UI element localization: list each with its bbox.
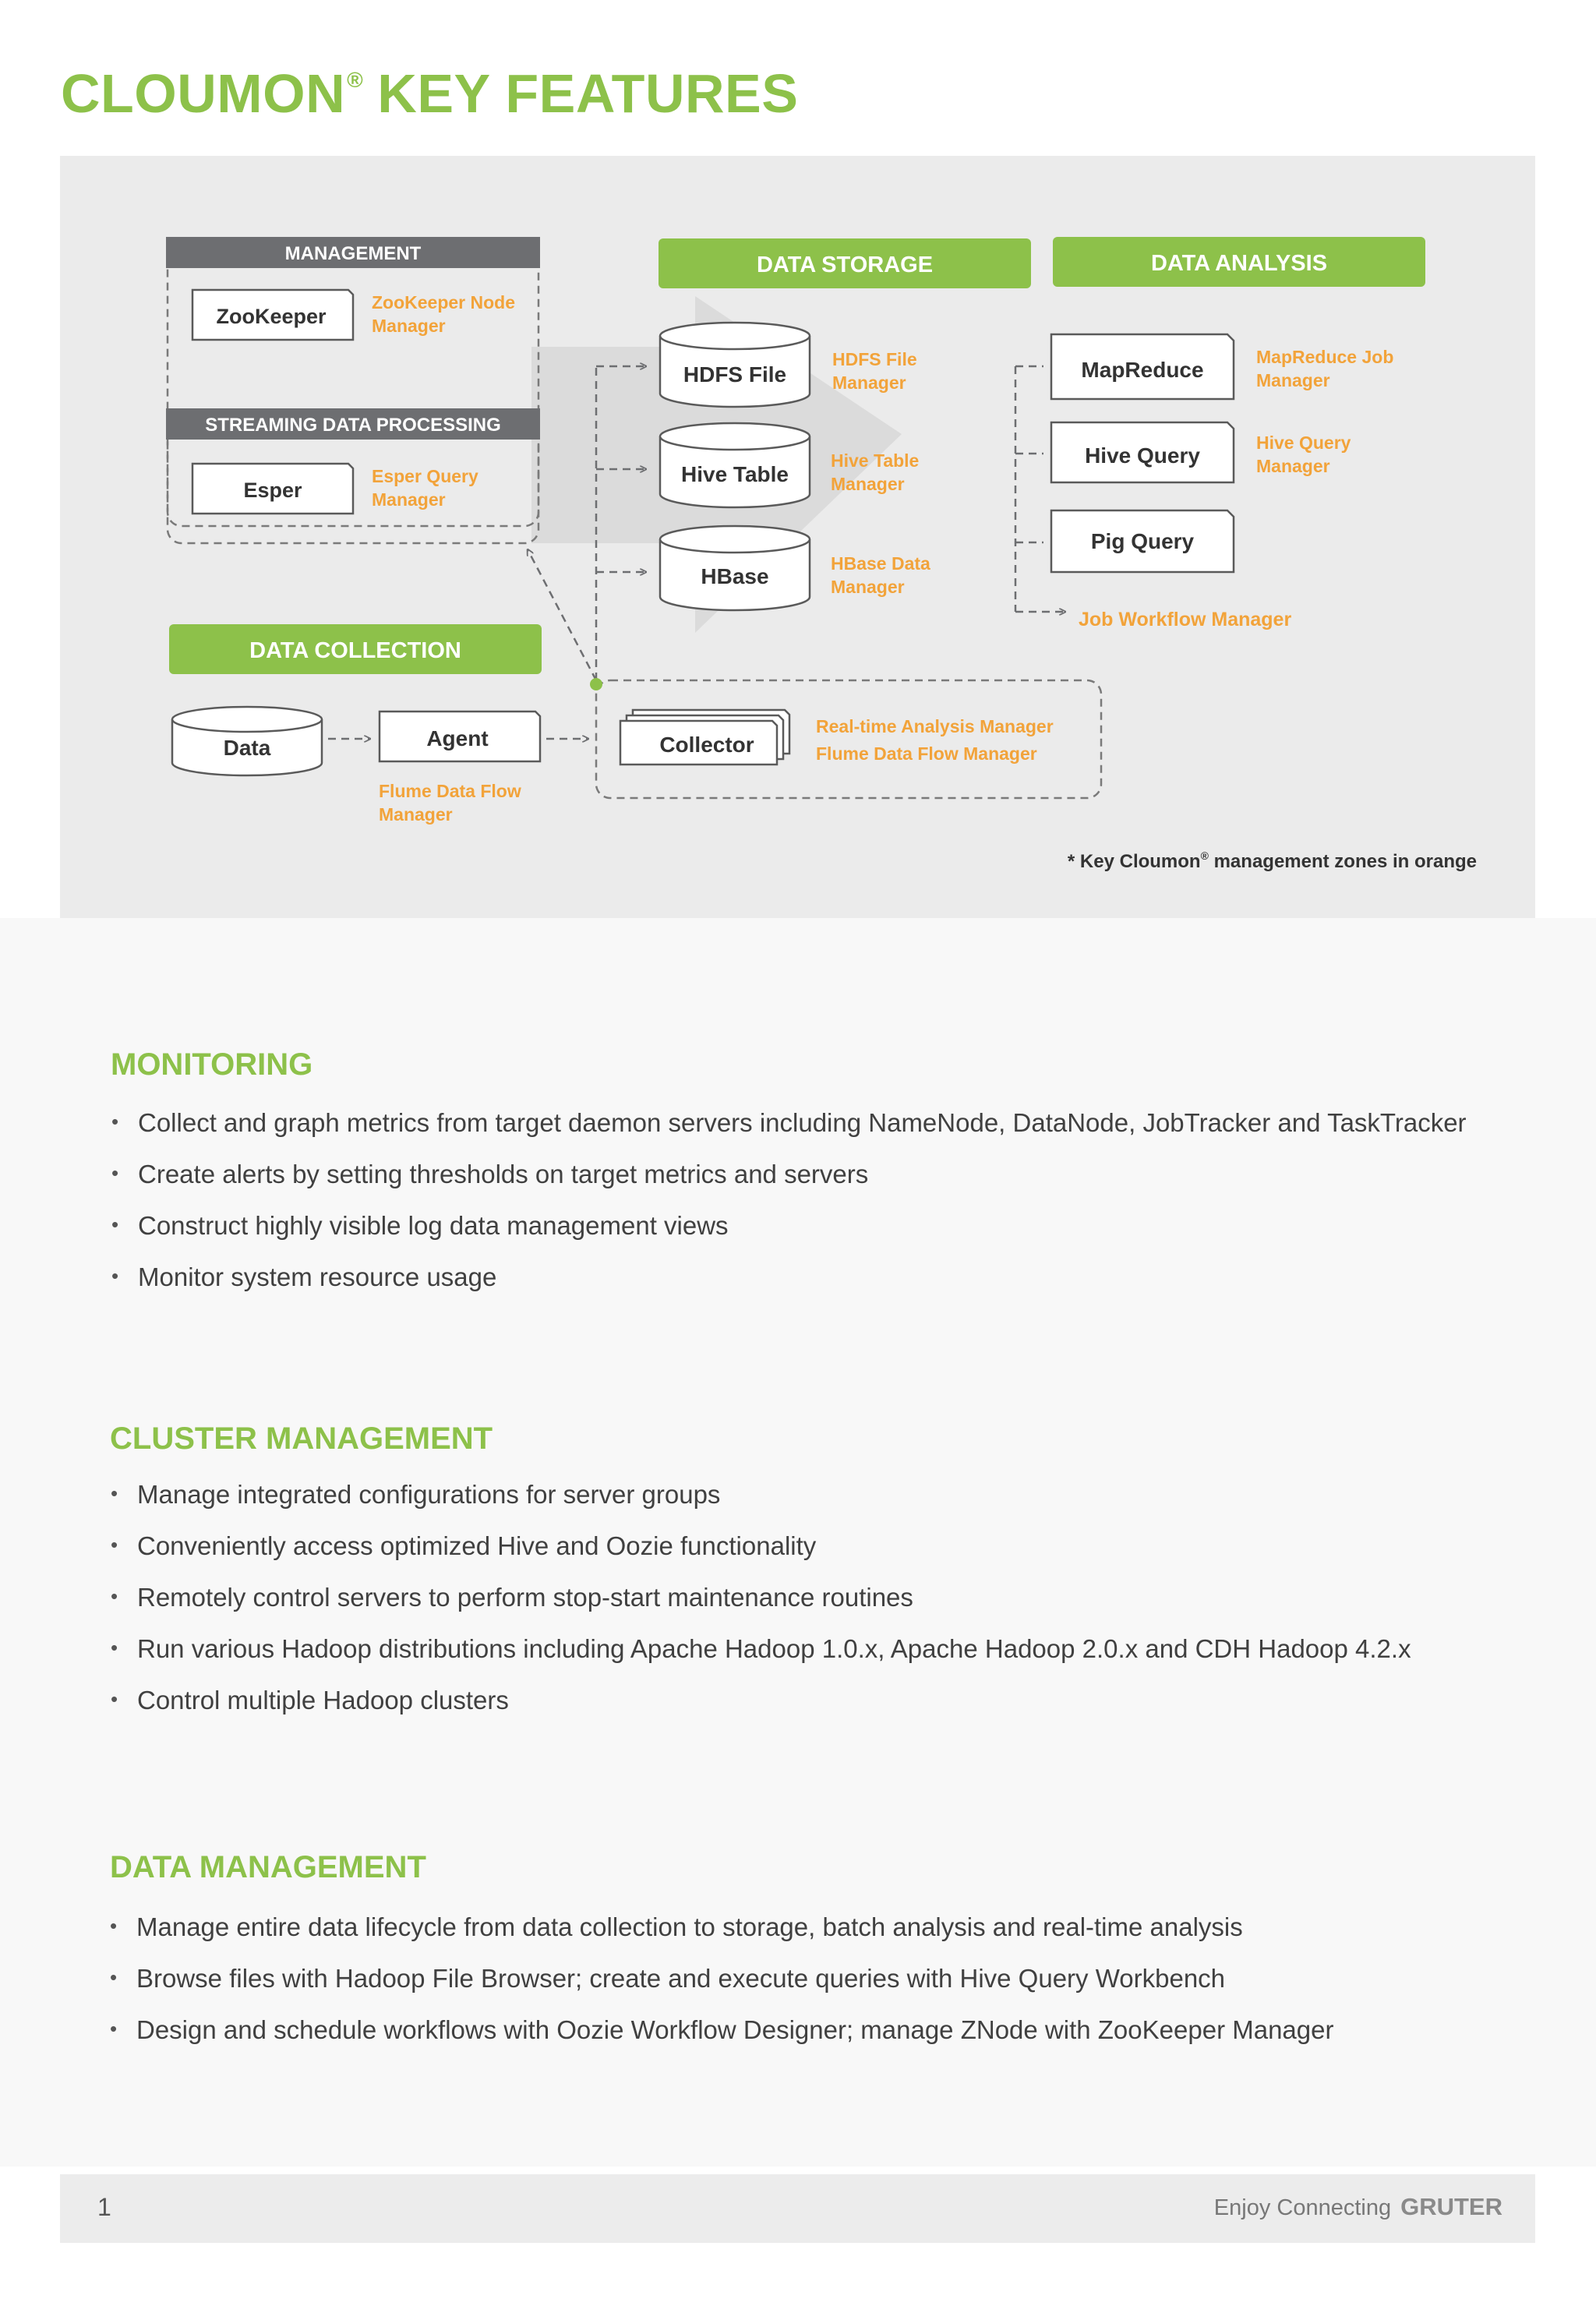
cluster-management-heading: CLUSTER MANAGEMENT (110, 1421, 493, 1456)
management-header-label: MANAGEMENT (284, 243, 422, 264)
list-item: • Conveniently access optimized Hive and Oozie functionality (137, 1520, 1411, 1572)
list-item: • Manage integrated configurations for server groups (137, 1469, 1411, 1520)
svg-text:HDFS File: HDFS File (683, 362, 787, 387)
zookeeper-note-line2: Manager (372, 316, 446, 336)
list-item: • Collect and graph metrics from target daemon servers including NameNode, DataNode, JobTracker and TaskTracker (138, 1097, 1467, 1149)
architecture-diagram (60, 156, 1535, 918)
zookeeper-box (192, 290, 353, 340)
page-number: 1 (97, 2193, 111, 2221)
hive-query-note-line2: Manager (1256, 456, 1330, 476)
pig-query-box (1051, 510, 1234, 572)
hdfs-note-line2: Manager (832, 373, 906, 393)
monitoring-heading: MONITORING (111, 1047, 313, 1082)
list-item: • Control multiple Hadoop clusters (137, 1675, 1411, 1726)
agent-note-line2: Manager (379, 804, 453, 825)
svg-text:Data: Data (223, 736, 271, 760)
realtime-analysis-manager-label: Real-time Analysis Manager (816, 716, 1054, 736)
hdfs-note-line1: HDFS File (832, 349, 917, 369)
agent-note-line1: Flume Data Flow (379, 781, 521, 801)
data-analysis-group (1051, 237, 1425, 630)
list-item: • Monitor system resource usage (138, 1252, 1467, 1303)
flume-data-flow-manager-label: Flume Data Flow Manager (816, 743, 1037, 764)
cluster-management-list (137, 1469, 1411, 1726)
junction-dot (590, 678, 602, 690)
data-storage-header-label: DATA STORAGE (756, 252, 934, 277)
data-cylinder (172, 707, 322, 775)
svg-text:MapReduce: MapReduce (1081, 358, 1204, 382)
mapreduce-note-line2: Manager (1256, 370, 1330, 390)
data-collection-group (169, 624, 1101, 825)
page-footer (60, 2174, 1535, 2243)
monitoring-list (138, 1097, 1467, 1303)
mapreduce-box (1051, 334, 1234, 399)
data-management-heading: DATA MANAGEMENT (110, 1850, 426, 1884)
list-item: • Browse files with Hadoop File Browser; create and execute queries with Hive Query Workbench (136, 1953, 1333, 2004)
svg-text:Pig Query: Pig Query (1090, 529, 1195, 553)
list-item: • Remotely control servers to perform stop-start maintenance routines (137, 1572, 1411, 1623)
mapreduce-note-line1: MapReduce Job (1256, 347, 1394, 367)
job-workflow-manager-label: Job Workflow Manager (1079, 609, 1292, 630)
agent-box (380, 712, 540, 761)
footer-tagline: Enjoy Connecting GRUTER (1213, 2193, 1502, 2220)
data-collection-header-label: DATA COLLECTION (249, 638, 461, 663)
esper-box (192, 464, 353, 514)
hbase-cylinder (660, 526, 810, 610)
esper-note-line1: Esper Query (372, 466, 478, 486)
svg-text:Agent: Agent (426, 726, 489, 750)
svg-text:Esper: Esper (243, 479, 302, 502)
data-management-list (136, 1902, 1333, 2056)
list-item: • Run various Hadoop distributions including Apache Hadoop 1.0.x, Apache Hadoop 2.0.x and CDH Hadoop 4.2.x (137, 1623, 1411, 1675)
list-item: • Create alerts by setting thresholds on target metrics and servers (138, 1149, 1467, 1200)
list-item: • Construct highly visible log data management views (138, 1200, 1467, 1252)
svg-text:Collector: Collector (659, 733, 754, 757)
hbase-note-line1: HBase Data (831, 553, 930, 574)
hive-query-box (1051, 422, 1234, 482)
diagram-footnote: * Key Cloumon® management zones in orange (1067, 849, 1477, 872)
esper-note-line2: Manager (372, 489, 446, 510)
list-item: • Design and schedule workflows with Oozie Workflow Designer; manage ZNode with ZooKeeper Manager (136, 2004, 1333, 2056)
svg-text:Hive Query: Hive Query (1085, 443, 1200, 468)
zookeeper-note-line1: ZooKeeper Node (372, 292, 516, 313)
data-analysis-header-label: DATA ANALYSIS (1150, 251, 1328, 276)
page-title: CLOUMON® KEY FEATURES (61, 63, 799, 124)
svg-text:ZooKeeper: ZooKeeper (216, 305, 327, 328)
svg-text:Hive Table: Hive Table (681, 462, 789, 486)
collector-stack (620, 710, 789, 765)
hive-table-note-line2: Manager (831, 474, 905, 494)
hive-query-note-line1: Hive Query (1256, 433, 1351, 453)
brand-logo: GRUTER (1400, 2193, 1502, 2220)
svg-text:HBase: HBase (701, 564, 769, 588)
hive-table-cylinder (660, 423, 810, 507)
hdfs-file-cylinder (660, 323, 810, 407)
list-item: • Manage entire data lifecycle from data collection to storage, batch analysis and real-time analysis (136, 1902, 1333, 1953)
hive-table-note-line1: Hive Table (831, 450, 920, 471)
streaming-header-label: STREAMING DATA PROCESSING (205, 415, 501, 436)
hbase-note-line2: Manager (831, 577, 905, 597)
streaming-zone (166, 408, 540, 543)
